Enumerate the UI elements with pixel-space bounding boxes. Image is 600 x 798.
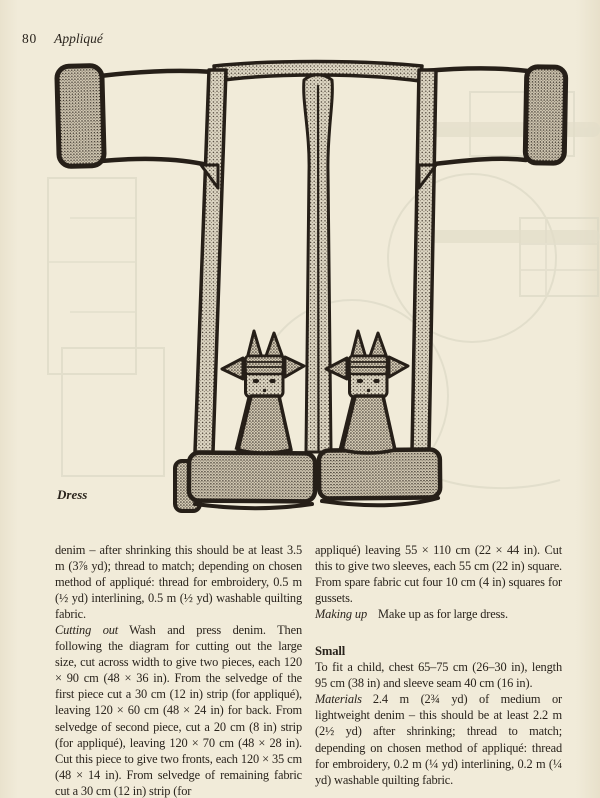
- paragraph-text: 2.4 m (2¾ yd) of medium or lightweight denim – this should be at least 2.2 m (2½ yd) after shrinking; thread to match; depending on chosen method of appliqué: thread for embroidery, 0.2 m (¼ yd) interlining, 0.2 m (¼ yd) washable quilting fabric.: [315, 692, 562, 787]
- column-left: [55, 542, 302, 798]
- paragraph-text: denim – after shrinking this should be at least 3.5 m (3⅞ yd); thread to match; depending on chosen method of appliqué: thread for embroidery, 0.5 m (½ yd) interlining, 0.5 m (½ yd) washable quilting fabric.: [55, 543, 302, 622]
- paragraph-text: Make up as for large dress.: [378, 607, 508, 622]
- center-front-band-split: [318, 86, 319, 450]
- cuff-left: [57, 65, 105, 166]
- page-number: 80: [22, 31, 38, 46]
- paragraph-materials-continued: [55, 542, 302, 622]
- sleeve-right-outline: [424, 68, 528, 164]
- column-right: [315, 542, 562, 798]
- front-band-right: [412, 70, 436, 452]
- paragraph-text: appliqué) leaving 55 × 110 cm (22 × 44 in). Cut this to give two sleeves, each 55 cm (22 in) square. From spare fabric cut four 10 cm (4 in) squares for gussets.: [315, 543, 562, 606]
- paragraph-lead: Cutting out: [55, 623, 119, 638]
- paragraph-lead: Making up: [315, 607, 367, 622]
- paragraph-small-materials: [315, 691, 562, 787]
- hem-band-left: [189, 453, 315, 502]
- cat-figure-right: [326, 331, 408, 453]
- sleeve-left-outline: [100, 71, 214, 164]
- paragraph-text: To fit a child, chest 65–75 cm (26–30 in), length 95 cm (38 in) and sleeve seam 40 cm (16 in).: [315, 660, 562, 691]
- hem-under-edge-left: [195, 504, 312, 508]
- running-title: Appliqué: [54, 31, 103, 46]
- paragraph-making-up: [315, 606, 562, 622]
- paragraph-cutting-continued: [315, 542, 562, 606]
- figure-caption: Dress: [57, 487, 88, 502]
- hem-band-right: [319, 449, 440, 498]
- paragraph-text: Wash and press denim. Then following the diagram for cutting out the large size, cut across width to give two pieces, each 120 × 90 cm (48 × 36 in). From the selvedge of the first piece cut a 30 cm (12 in) strip (for appliqué), leaving 120 × 60 cm (48 × 24 in) for back. From selvedge of second piece, cut a 20 cm (8 in) strip (for appliqué), leaving 120 × 70 cm (48 × 28 in). Cut this piece to give two fronts, each 120 × 35 cm (48 × 14 in). From selvedge of remaining fabric cut a 30 cm (12 in) strip (for: [55, 623, 302, 798]
- section-heading-small: Small: [315, 644, 346, 659]
- front-band-left: [195, 70, 226, 452]
- paragraph-lead: Materials: [315, 692, 362, 707]
- paragraph-cutting-out: [55, 622, 302, 798]
- paragraph-small-intro: [315, 659, 562, 691]
- text-columns: [55, 542, 562, 798]
- cuff-right: [525, 67, 566, 164]
- cat-figure-left: [222, 331, 304, 453]
